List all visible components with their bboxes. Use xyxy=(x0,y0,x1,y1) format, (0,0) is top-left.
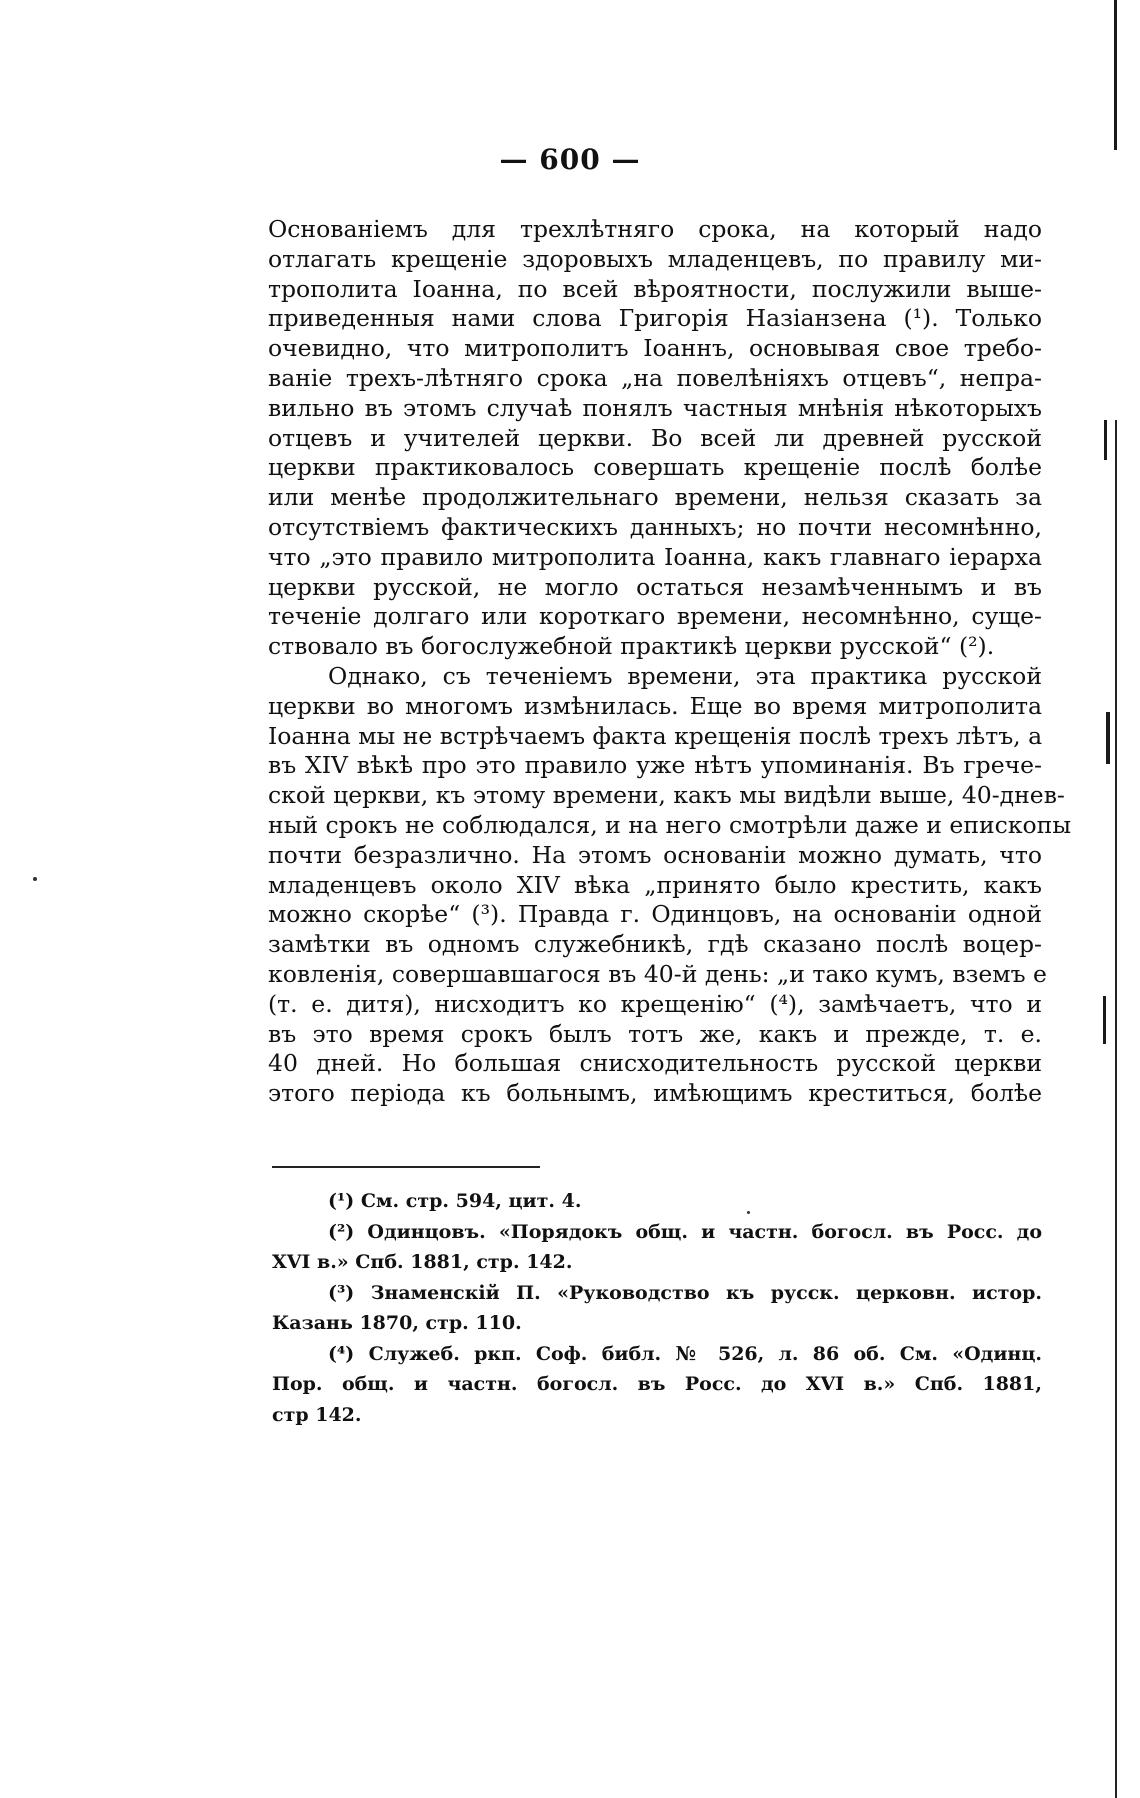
body-text xyxy=(268,215,1072,1109)
body-line: въ XIV вѣкѣ про это правило уже нѣтъ упоминанія. Въ грече- xyxy=(268,751,1042,780)
body-line: этого періода къ больнымъ, имѣющимъ креститься, болѣе xyxy=(268,1079,1042,1108)
body-line: церкви практиковалось совершать крещеніе послѣ болѣе xyxy=(268,453,1042,482)
footnote-line: (¹) См. стр. 594, цит. 4. xyxy=(328,1190,582,1212)
footnote-rule xyxy=(272,1166,540,1168)
body-line: отсутствіемъ фактическихъ данныхъ; но почти несомнѣнно, xyxy=(268,512,1042,541)
footnote-line: стр 142. xyxy=(272,1403,362,1426)
footnote-line: (²) Одинцовъ. «Порядокъ общ. и частн. богосл. въ Росс. до xyxy=(328,1220,1042,1243)
body-line: приведенныя нами слова Григорія Назіанзена (¹). Только xyxy=(268,304,1042,333)
body-line: почти безразлично. На этомъ основаніи можно думать, что xyxy=(268,840,1042,869)
body-line: можно скорѣе“ (³). Правда г. Одинцовъ, на основаніи одной xyxy=(268,900,1042,929)
body-line: церкви во многомъ измѣнилась. Еще во время митрополита xyxy=(268,691,1042,720)
body-line: ковленія, совершавшагося въ 40-й день: „и тако кумъ, вземъ е xyxy=(268,959,1047,988)
body-line: Однако, съ теченіемъ времени, эта практика русской xyxy=(328,661,1042,690)
margin-mark xyxy=(1106,712,1110,764)
footnote-line: (³) Знаменскій П. «Руководство къ русск. церковн. истор. xyxy=(328,1281,1042,1304)
body-line: церкви русской, не могло остаться незамѣченнымъ и въ xyxy=(268,572,1042,601)
body-line: (т. е. дитя), нисходитъ ко крещенію“ (⁴), замѣчаетъ, что и xyxy=(268,989,1042,1018)
body-line: 40 дней. Но большая снисходительность русской церкви xyxy=(268,1049,1042,1078)
body-line: ской церкви, къ этому времени, какъ мы видѣли выше, 40-днев- xyxy=(268,781,1065,810)
stray-dot xyxy=(33,877,37,881)
body-line: отцевъ и учителей церкви. Во всей ли древней русской xyxy=(268,423,1042,452)
body-line: или менѣе продолжительнаго времени, нельзя сказать за xyxy=(268,483,1042,512)
footnote-line: XVI в.» Спб. 1881, стр. 142. xyxy=(272,1251,573,1273)
body-line: замѣтки въ одномъ служебникѣ, гдѣ сказано послѣ воцер- xyxy=(268,930,1042,959)
margin-mark xyxy=(1104,420,1107,460)
body-line: трополита Іоанна, по всей вѣроятности, послужили выше- xyxy=(268,274,1042,303)
body-line: ный срокъ не соблюдался, и на него смотрѣли даже и епископы xyxy=(268,810,1072,839)
body-line: что „это правило митрополита Іоанна, какъ главнаго іерарха xyxy=(268,542,1042,571)
body-line: Основаніемъ для трехлѣтняго срока, на который надо xyxy=(268,215,1042,243)
body-line: младенцевъ около XIV вѣка „принято было крестить, какъ xyxy=(268,870,1042,899)
margin-mark xyxy=(1103,996,1106,1044)
body-line: въ это время срокъ былъ тотъ же, какъ и прежде, т. е. xyxy=(268,1019,1042,1048)
body-line: ваніе трехъ-лѣтняго срока „на повелѣніяхъ отцевъ“, непра- xyxy=(268,363,1042,392)
footnote-line: Казань 1870, стр. 110. xyxy=(272,1312,522,1334)
page-number: — 600 — xyxy=(499,143,641,176)
body-line: очевидно, что митрополитъ Іоаннъ, основывая свое требо- xyxy=(268,334,1042,363)
body-line: Іоанна мы не встрѣчаемъ факта крещенія послѣ трехъ лѣтъ, а xyxy=(268,721,1043,750)
scan-edge-right xyxy=(1115,420,1117,1798)
scan-edge-top xyxy=(1114,0,1117,150)
footnotes xyxy=(272,1186,1042,1430)
footnote-line: Пор. общ. и частн. богосл. въ Росс. до XVI в.» Спб. 1881, xyxy=(272,1373,1042,1395)
body-line: отлагать крещеніе здоровыхъ младенцевъ, по правилу ми- xyxy=(268,244,1042,273)
body-line: ствовало въ богослужебной практикѣ церкви русской“ (²). xyxy=(268,632,995,661)
body-line: теченіе долгаго или короткаго времени, несомнѣнно, суще- xyxy=(268,602,1042,631)
footnote-line: (⁴) Служеб. ркп. Соф. библ. № 526, л. 86 об. См. «Одинц. xyxy=(328,1342,1042,1365)
body-line: вильно въ этомъ случаѣ понялъ частныя мнѣнія нѣкоторыхъ xyxy=(268,393,1042,422)
